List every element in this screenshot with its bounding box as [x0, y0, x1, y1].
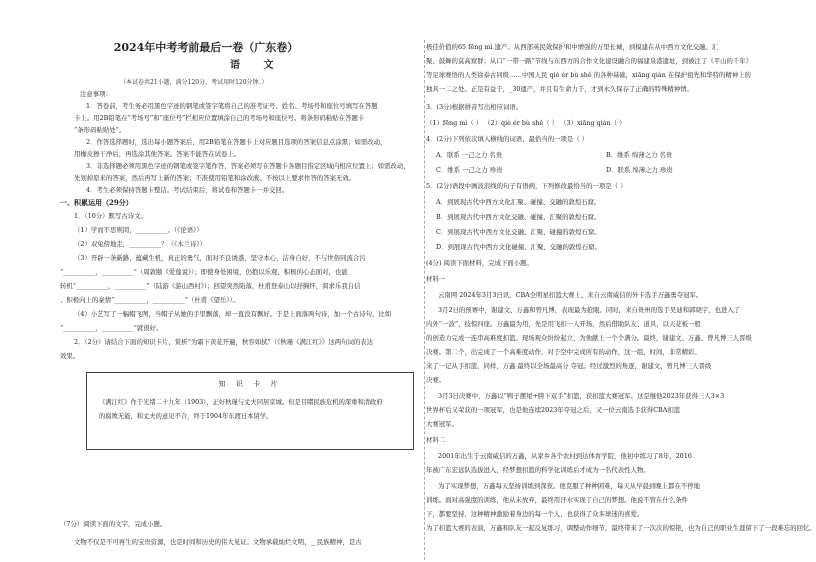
question-4: 4．(2分)下列依次填入横线的词语，最恰当的一项是（ ）: [426, 135, 589, 143]
question-1-4: （4）小艺写了一幅帽飞图，当帽子从她的手里飘落，却一直没有飘好。于是上面落两句诗，加一个古诗句，比如: [74, 310, 392, 318]
notice-heading: 注意事项：: [80, 90, 112, 98]
notice-line: 3．非选择题必须用黑色字迹的钢笔或签字笔作答，答案必须写在答题卡各题目指定区域内相应位置上；如需改动，: [86, 162, 410, 170]
passage-line: 等足球赛悟的人类徐泰古同级……中国人民 qiè ér bù shě 的各种基础，xiāng qián 在保护祖先和华特的精神上的: [426, 71, 751, 79]
option-b[interactable]: B．维系 绵薄之力 名贵: [606, 151, 673, 159]
material-one-heading: 材料一: [426, 275, 446, 283]
reading-intro: （7分）阅读下面的文字，完成小题。: [60, 520, 167, 528]
material-two-heading: 材料二: [426, 436, 446, 444]
material-line: 年被广东宏远队选拔进入，经梦想扣篮的科学化训练后才成为一名代表性人物。: [426, 466, 650, 474]
notice-line: 2．作答选择题时，选出每小题答案后，用2B铅笔在答题卡上对应题目选项的答案信息点涂黑；如需改动，: [86, 138, 387, 146]
material-line: 云南网 2024年3月3日讯，CBA全明星扣篮大赛上，来自云南威信的外卡选手万鑫勇夺冠军。: [438, 291, 703, 299]
option-b[interactable]: B．到展现古代中西方文化交融、碰撞、汇聚的敦煌石窟。: [436, 213, 601, 221]
option-d[interactable]: D．到展现古代中西方文化碰撞、汇聚、交融的敦煌石窟。: [436, 243, 601, 251]
question-1-4-cont: “__________，__________”就很好。: [60, 324, 163, 332]
passage-line: 聚、鼓舞的莫高窟群；从口“一带一路”节线与东西方的合作文化建设融合的福建泉港遗址，到被注了《平山的千年》: [426, 57, 753, 65]
knowledge-card: [86, 372, 414, 450]
material-line: 下，都要坚持，这种精神激励着身边的每一个人，也获得了众多球迷的喜爱。: [426, 510, 644, 518]
material-line: 内外“一波”，技惊四座。万鑫最为用，先是用飞扣一人开场，然后借助队友、道具，以天花板一般: [426, 320, 701, 328]
question-2: 2．（2分）请结合下面的知识卡片，赏析“为霜下黄花开遍，秋容如拭”（《秋瑾《满江红》》这两句词的表达: [74, 338, 374, 346]
question-1-1: （1）学而不思则罔，__________。（《论语》）: [74, 226, 203, 234]
material-line: 3月3日决赛中，万鑫以“鸭子摆尾+胯下双手”扣篮，获扣篮大赛冠军。这是继他2023年获得三人3×3: [438, 392, 725, 400]
option-d[interactable]: D．联系 绵薄之力 珍贵: [606, 166, 673, 174]
option-a[interactable]: A．联系 一己之力 名贵: [436, 151, 503, 159]
passage-line: 极佳价值的65 fēng mì 遗产。从西部英民效保护和中增强的万里长城，到模建在从中西方文化交融、汇: [426, 43, 719, 51]
material-line: 来了一记从手扣篮，同样，万鑫 最终以全场最高分 夺冠。经过激烈的角逐，谢建文、曾凡博三人晋级: [426, 362, 712, 370]
question-1-3-cont: 转机“__________，__________”（陆游《游山西村》）；回望突然陷落，杜甫登泰山以抒胸怀，渴求乐我自信: [60, 282, 361, 290]
exam-note: （本试卷共21小题，满分120分，考试用时120分钟。）: [120, 79, 268, 86]
question-3: 3．(3分)根据拼音写出相应词语。: [426, 103, 523, 111]
question-5: 5．(2分)语段中画波浪线的句子有语病，下列修改最恰当的一项是（ ）: [426, 182, 627, 190]
option-c[interactable]: C．到展现古代中西方文化交融、汇聚、碰撞的敦煌石窟。: [436, 228, 601, 236]
question-1: 1．（10分）默写古诗文。: [74, 212, 147, 220]
question-1-3: （3）开辟一条新路，蕴藏生机，真正的勇气，面对不良诱惑，坚守本心，洁身自好，不与世俗同流合污: [74, 254, 366, 262]
notice-line: 用橡皮擦干净后，再选涂其他答案。答案不能答在试卷上。: [74, 150, 241, 158]
passage-line: 独具一二之处。正是有益于，_30遗产，并且有生命力于，才到永久保存了正确的特殊精神情。: [426, 85, 693, 93]
reading-intro: (4分) 阅读下面材料，完成下面小题。: [426, 259, 533, 267]
column-divider: [424, 40, 425, 560]
material-line: 大赛冠军。: [426, 420, 458, 428]
material-line: 世界杯后又荣获的一项冠军，也是他连续2023年夺冠之后，又一位云南选手获得CBA扣篮: [426, 406, 681, 414]
notice-line: 4．考生必须保持答题卡整洁。考试结束后，将试卷和答题卡一并交回。: [86, 186, 289, 194]
material-line: 3月2日的预赛中，谢建文、万鑫和曾凡博，表现最为抢眼。同时，来自贵州的选手吴迪和郭晓宇，也进入了: [438, 306, 741, 314]
material-line: 为了扣篮大赛的表演，万鑫和队友一起反复练习，调整动作细节，最终带来了一次次的惊艳，也为自己的职业生涯留下了一段难忘的回忆。: [426, 524, 816, 532]
knowledge-card-line: 《满江红》作于光绪二十九年（1903），正好秋瑾与丈夫同居京城。但是目睹民族危机的深重和清政府: [99, 399, 383, 406]
exam-title: 2024年中考考前最后一卷（广东卷）: [113, 41, 299, 54]
material-line: 训练。面对高强度的训练，他从未放弃，最终用汗水实现了自己的梦想。他说不管在什么条件: [426, 496, 689, 504]
knowledge-card-line: 的腐败无能，和丈夫的意见不合，终于1904年东渡日本留学。: [99, 413, 273, 420]
question-1-3-cont: 、积极向上的豪情“__________，__________”（杜甫《望岳》）。: [60, 296, 240, 304]
question-3-options: （1）fēng mì（ ） （2）qiè ér bù shě（ ） （3）xiāng qián（ ）: [426, 119, 626, 127]
material-line: 的创造力完成一连串高难度扣篮。现场观众纷纷起立，为他献上一个个满分。最终，谢建文、万鑫、曾凡博三人晋级: [426, 334, 752, 342]
question-1-3-cont: “__________，__________”（周敦颐《爱莲说》）；即使身处困境，仍抱以乐观、积极的心态面对，也能: [60, 268, 348, 276]
knowledge-card-title: 知 识 卡 片: [218, 380, 282, 388]
notice-line: “条形码粘贴处”。: [74, 126, 126, 134]
notice-line: 先划掉原来的答案，然后再写上新的答案；不准使用铅笔和涂改液。不按以上要求作答的答案无效。: [74, 174, 356, 182]
reading-text: 文物不仅是不可再生的宝贵资源，也是时间和历史的伟大见证。文物承载灿烂文明、__民族精神，是古: [74, 538, 362, 546]
notice-line: 卡上。用2B铅笔在“考场号”和“座位号”栏相应位置填涂自己的考场号和座位号。将条形码粘贴在答题卡: [74, 114, 365, 122]
option-c[interactable]: C．维系 一己之力 珍贵: [436, 166, 503, 174]
question-2-cont: 效果。: [60, 352, 80, 360]
material-line: 为了实现梦想，万鑫每天坚持训练到深夜。他克服了种种困难，每天从早晨到晚上都在不停地: [438, 482, 701, 490]
section-heading: 一、积累运用（29分）: [60, 198, 133, 207]
notice-line: 1．答卷前，考生务必用黑色字迹的钢笔或签字笔将自己的准考证号、姓名、考场号和座位号填写在答题: [86, 102, 378, 110]
material-line: 决赛。: [426, 376, 446, 384]
subject-label: 语 文: [230, 60, 284, 71]
material-line: 2001年出生于云南威信的万鑫，从家乡各个农村到达体育学院，他初中练习了8年，2016: [438, 452, 692, 460]
material-line: 决赛。第二个，出完成了一个高难度动作，对于空中完成所有的动作，这一组，时间，非常精彩。: [426, 348, 701, 356]
question-1-2: （2）双兔傍地走，__________？（《木兰诗》）: [74, 240, 206, 248]
option-a[interactable]: A．到展现古代中西方文化汇聚、碰撞、交融的敦煌石窟。: [436, 198, 601, 206]
